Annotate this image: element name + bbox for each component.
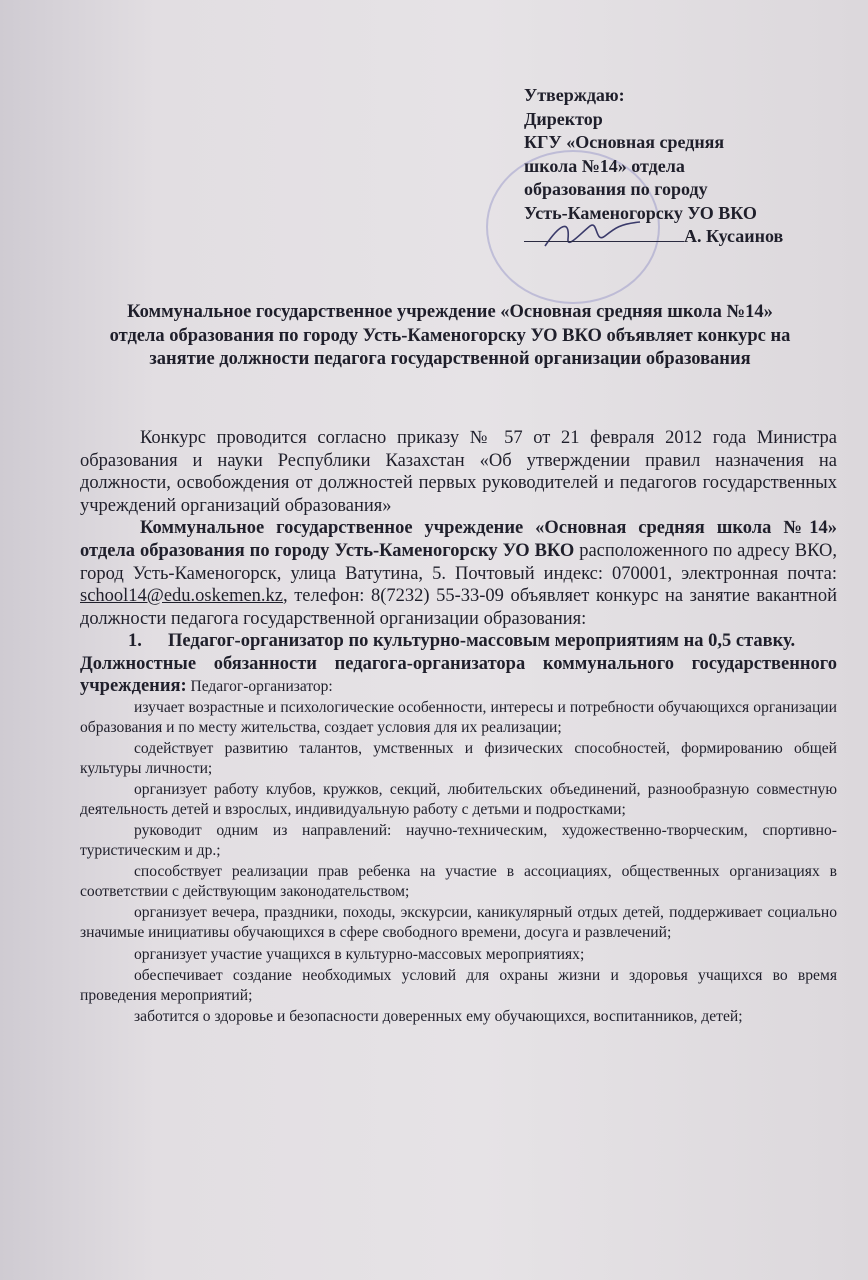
approval-line: образования по городу [524, 179, 708, 199]
document-body [80, 427, 837, 1028]
duty-item: организует участие учащихся в культурно-массовых мероприятиях; [134, 945, 585, 963]
duties-lead: Педагог-организатор: [186, 677, 333, 695]
paragraph-legal-basis: Конкурс проводится согласно приказу № 57 от 21 февраля 2012 года Министра образования и науки Республики Казахстан «Об утверждении правил назначения на должности, освобождения от должностей первых руководителей и педагогов государственных учреждений организаций образования» [80, 428, 837, 516]
vacancy-item [80, 630, 837, 653]
institution-name: Коммунальное государственное учреждение «Основная средняя школа №14» отдела образования по городу Усть-Каменогорску УО ВКО [80, 518, 837, 561]
duty-item: обеспечивает создание необходимых условий для охраны жизни и здоровья учащихся во время проведения мероприятий; [80, 966, 837, 1004]
approval-line: КГУ «Основная средняя [524, 132, 725, 152]
signature-underline [524, 241, 684, 242]
duty-item: способствует реализации прав ребенка на участие в ассоциациях, общественных организациях в соответствии с действующим законодательством; [80, 863, 837, 901]
duty-item: заботится о здоровье и безопасности доверенных ему обучающихся, воспитанников, детей; [134, 1007, 743, 1025]
paragraph-announcement [80, 517, 837, 630]
duty-item: изучает возрастные и психологические особенности, интересы и потребности обучающихся организации образования и по месту жительства, создает условия для их реализации; [80, 698, 837, 736]
signer-name: А. Кусаинов [684, 226, 784, 246]
duty-item: содействует развитию талантов, умственных и физических способностей, формированию общей культуры личности; [80, 740, 837, 777]
approval-line: Усть-Каменогорску УО ВКО [524, 202, 757, 223]
signature-line [524, 225, 844, 249]
duty-item: организует вечера, праздники, походы, экскурсии, каникулярный отдых детей, поддерживает социально значимые инициативы обучающихся в сфере свободного времени, досуга и развлечений; [80, 904, 837, 942]
phone-text: , телефон: 8(7232) 55-33-09 объявляет конкурс на занятие вакантной должности педагога государственной организации образования: [80, 586, 837, 629]
duty-item: руководит одним из направлений: научно-техническим, художественно-творческим, спортивно-туристическим и др.; [80, 822, 837, 860]
email-link[interactable]: school14@edu.oskemen.kz [80, 586, 284, 607]
document-title: Коммунальное государственное учреждение «Основная средняя школа №14» отдела образования по городу Усть-Каменогорску УО ВКО объявляет конкурс на занятие должности педагога государственной организации образования [109, 302, 791, 369]
duty-item: организует работу клубов, кружков, секций, любительских объединений, разнообразную совместную деятельность детей и взрослых, индивидуальную работу с детьми и подростками; [80, 781, 837, 818]
approval-line: Утверждаю: [524, 85, 625, 105]
vacancy-text: Педагог-организатор по культурно-массовым мероприятиям на 0,5 ставку. [168, 631, 796, 652]
duties-list [80, 698, 837, 1027]
vacancy-number: 1. [128, 631, 142, 652]
address-text: расположенного по адресу ВКО, город Усть-Каменогорск, улица Ватутина, 5. Почтовый индекс: 070001, электронная почта: [80, 540, 837, 584]
approval-line: школа №14» отдела [524, 155, 685, 176]
duties-heading-text: Должностные обязанности педагога-организатора коммунального государственного учреждения: [80, 653, 837, 696]
duties-heading [80, 653, 837, 698]
approval-line: Директор [524, 108, 603, 129]
approval-block [524, 84, 844, 249]
